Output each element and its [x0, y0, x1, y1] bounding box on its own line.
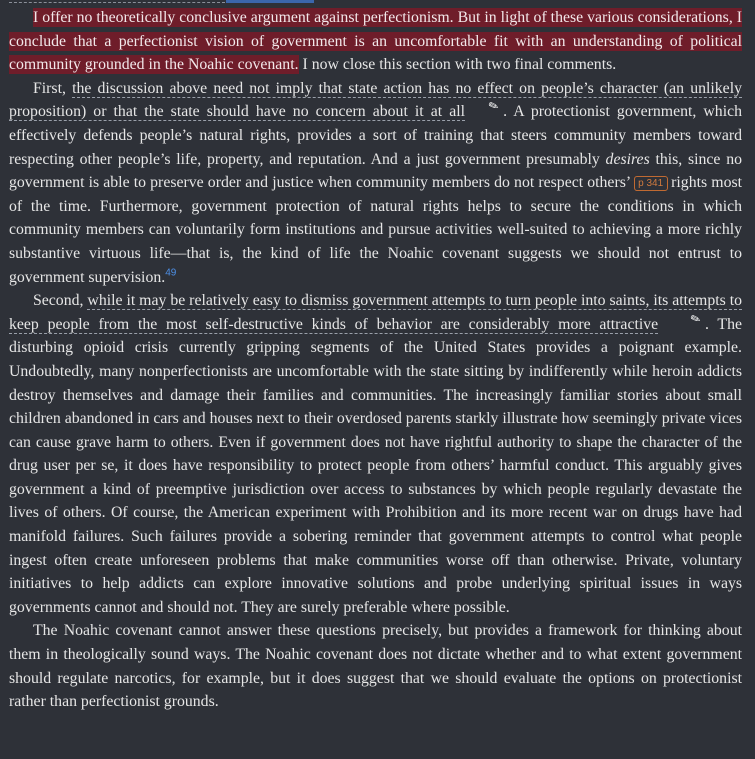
paragraph-2-end: rights most of the time. Furthermore, government protection of natural rights helps to secure the conditions in which community members can voluntarily form institutions and pursue activities well-suited to achieving a more richly substantive virtuous life—that is, the kind of life the Noahic covenant suggests we should not entrust to government supervision. [9, 174, 743, 286]
annotated-passage-2[interactable]: while it may be relatively easy to dismiss government attempts to turn people into saints, its attempts to keep people from the most self-destructive kinds of behavior are considerably more attractive [9, 292, 742, 333]
pen-icon[interactable]: ✎ [486, 98, 501, 115]
emphasized-word: desires [605, 150, 650, 168]
paragraph-2 [9, 77, 742, 289]
paragraph-4-text: The Noahic covenant cannot answer these questions precisely, but provides a framework for thinking about them in theologically sound ways. The Noahic covenant does not dictate whether and to what extent government should regulate narcotics, for example, but it does suggest that we should evaluate the options on protectionist rather than perfectionist grounds. [9, 622, 742, 711]
paragraph-2-mid: this, since no government is able to preserve order and justice when community members do not respect others’ [9, 150, 742, 192]
paragraph-1 [9, 6, 742, 77]
dashed-underline-fragment [9, 2, 225, 3]
footnote-link[interactable]: 49 [165, 267, 177, 279]
paragraph-3 [9, 289, 742, 619]
page-number-marker[interactable]: p 341 [634, 176, 668, 191]
paragraph-4 [9, 619, 742, 713]
paragraph-1-rest: I now close this section with two final comments. [298, 56, 617, 74]
book-text [9, 6, 742, 714]
paragraph-2-lead: First, [33, 79, 73, 97]
pen-icon[interactable]: ✎ [688, 310, 703, 328]
link-underline-fragment [226, 0, 314, 3]
previous-line-fragment [0, 0, 330, 5]
paragraph-2-body: . A protectionist government, which effectively defends people’s natural rights, provides a sort of training that steers community members toward respecting other people’s life, property, and reputation. And a just government presumably [9, 103, 743, 168]
annotated-passage-1[interactable]: the discussion above need not imply that state action has no effect on people’s character (an unlikely proposition) or that the state should have no concern about it at all [9, 79, 742, 121]
highlighted-passage[interactable]: I offer no theoretically conclusive argument against perfectionism. But in light of these various considerations, I conclude that a perfectionist vision of government is an uncomfortable fit with an understanding of political community grounded in the Noahic covenant. [9, 9, 742, 74]
paragraph-3-body: . The disturbing opioid crisis currently gripping segments of the United States provides a poignant example. Undoubtedly, many nonperfectionists are uncomfortable with the state sitting by indifferently while heroin addicts destroy themselves and damage their families and communities. The increasingly familiar stories about small children abandoned in cars and houses next to their overdosed parents starkly illustrate how seemingly private vices can cause grave harm to others. Even if government does not have rightful authority to shape the character of the drug user per se, it does have responsibility to protect people from others’ harmful conduct. This arguably gives government a kind of preemptive jurisdiction over access to substances by which people regularly devastate the lives of others. Of course, the American experiment with Prohibition and its more recent war on drugs have had manifold failures. Such failures provide a sobering reminder that government attempts to control what people ingest often create unforeseen problems that make communities worse off than otherwise. Private, voluntary initiatives to help addicts can explore innovative solutions and probe underlying spiritual issues in ways governments cannot and should not. They are surely preferable where possible. [9, 315, 742, 616]
paragraph-3-lead: Second, [33, 292, 88, 310]
